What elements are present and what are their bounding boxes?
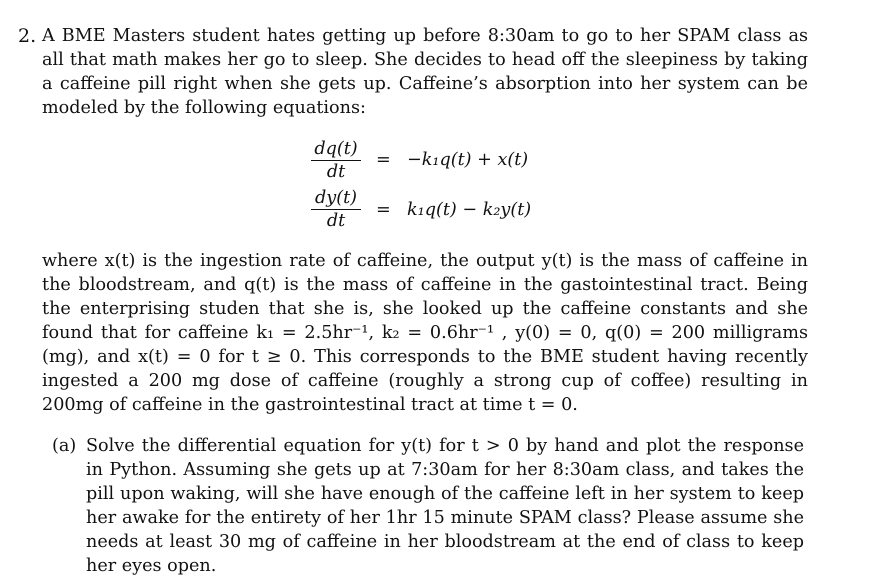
equation-2-equals: = [376, 200, 391, 220]
equation-1-equals: = [376, 150, 391, 170]
equation-1-numerator: dq(t) [311, 138, 361, 161]
equation-2-denominator: dt [326, 211, 346, 231]
problem-number: 2. [18, 25, 37, 47]
problem-intro: A BME Masters student hates getting up before 8:30am to go to her SPAM class as all that math makes her go to sleep. She decides to head off the sleepiness by taking a caffeine pill right when she gets up. Caffeine’s absorption into her system can be modeled by the following equations: [42, 26, 808, 118]
part-a-label: (a) [52, 436, 77, 456]
equation-1-denominator: dt [326, 162, 346, 182]
equation-1-rhs: −k₁q(t) + x(t) [407, 150, 529, 170]
equation-2-rhs: k₁q(t) − k₂y(t) [407, 200, 532, 220]
equation-1-fraction [311, 138, 361, 183]
equation-2-numerator: dy(t) [311, 187, 361, 210]
problem-explanation: where x(t) is the ingestion rate of caffeine, the output y(t) is the mass of caffeine in the bloodstream, and q(t) is the mass of caffeine in the gastointestinal tract. Being the enterprising studen that she is, she looked up the caffeine constants and she found that for caffeine k₁ = 2.5hr⁻¹, k₂ = 0.6hr⁻¹ , y(0) = 0, q(0) = 200 milligrams (mg), and x(t) = 0 for t ≥ 0. This corresponds to the BME student having recently ingested a 200 mg dose of caffeine (roughly a strong cup of coffee) resulting in 200mg of caffeine in the gastrointestinal tract at time t = 0. [42, 251, 808, 415]
equation-2-fraction [311, 187, 361, 232]
part-a-text: Solve the differential equation for y(t) for t > 0 by hand and plot the response in Python. Assuming she gets up at 7:30am for her 8:30am class, and takes the pill upon waking, will she have enough of the caffeine left in her system to keep her awake for the entirety of her 1hr 15 minute SPAM class? Please assume she needs at least 30 mg of caffeine in her bloodstream at the end of class to keep her eyes open. [86, 436, 804, 576]
